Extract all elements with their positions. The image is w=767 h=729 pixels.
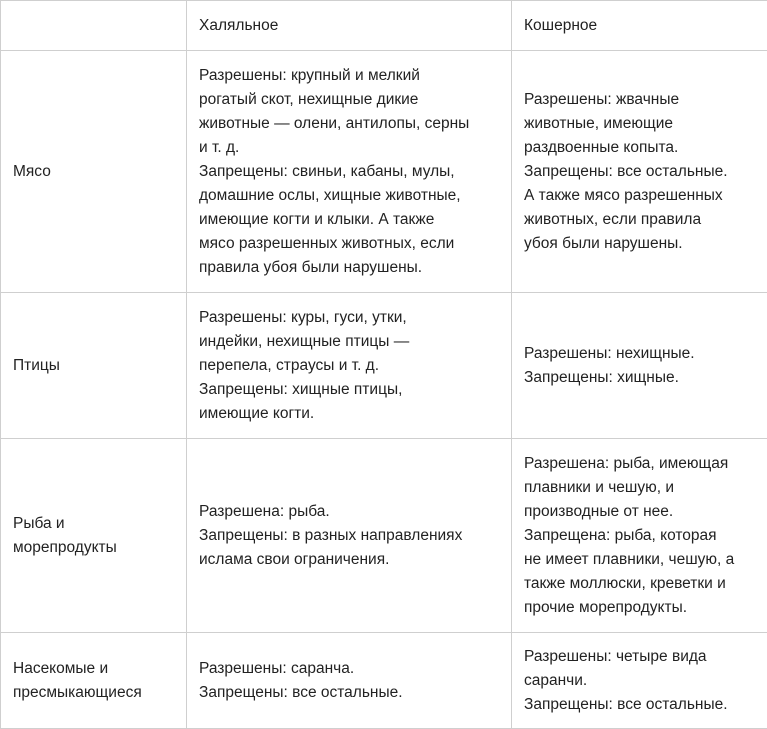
category-line: Мясо xyxy=(13,160,174,184)
text-line: А также мясо разрешенных xyxy=(524,184,755,208)
text-line: плавники и чешую, и xyxy=(524,476,755,500)
text-line: Разрешены: четыре вида xyxy=(524,645,755,669)
category-cell-meat xyxy=(1,51,187,293)
text-line: имеющие когти и клыки. А также xyxy=(199,208,499,232)
text-line: саранчи. xyxy=(524,669,755,693)
halal-cell-birds xyxy=(187,293,512,439)
text-line: Разрешена: рыба, имеющая xyxy=(524,452,755,476)
halal-cell-insects xyxy=(187,633,512,729)
text-line: Разрешена: рыба. xyxy=(199,500,499,524)
text-line: прочие морепродукты. xyxy=(524,596,755,620)
kosher-cell-birds xyxy=(512,293,767,439)
text-line: не имеет плавники, чешую, а xyxy=(524,548,755,572)
text-line: Запрещены: все остальные. xyxy=(524,160,755,184)
table-row-meat xyxy=(1,51,767,293)
text-line: Разрешены: саранча. xyxy=(199,657,499,681)
text-line: Разрешены: куры, гуси, утки, xyxy=(199,306,499,330)
table-row-birds xyxy=(1,293,767,439)
text-line: Запрещены: хищные птицы, xyxy=(199,378,499,402)
table-row-insects xyxy=(1,633,767,729)
text-line: Запрещены: свиньи, кабаны, мулы, xyxy=(199,160,499,184)
text-line: домашние ослы, хищные животные, xyxy=(199,184,499,208)
text-line: животные, имеющие xyxy=(524,112,755,136)
text-line: Запрещены: в разных направлениях xyxy=(199,524,499,548)
text-line: Разрешены: жвачные xyxy=(524,88,755,112)
text-line: индейки, нехищные птицы — xyxy=(199,330,499,354)
kosher-cell-meat xyxy=(512,51,767,293)
text-line: животные — олени, антилопы, серны xyxy=(199,112,499,136)
text-line: Запрещены: все остальные. xyxy=(199,681,499,705)
header-cell-empty xyxy=(1,1,187,51)
kosher-cell-insects xyxy=(512,633,767,729)
text-line: Запрещены: хищные. xyxy=(524,366,755,390)
text-line: убоя были нарушены. xyxy=(524,232,755,256)
category-line: морепродукты xyxy=(13,536,174,560)
header-cell-kosher: Кошерное xyxy=(512,1,767,51)
kosher-cell-fish xyxy=(512,439,767,633)
category-line: Птицы xyxy=(13,354,174,378)
category-line: Рыба и xyxy=(13,512,174,536)
text-line: Запрещена: рыба, которая xyxy=(524,524,755,548)
table-row-fish xyxy=(1,439,767,633)
text-line: раздвоенные копыта. xyxy=(524,136,755,160)
text-line: ислама свои ограничения. xyxy=(199,548,499,572)
category-cell-birds xyxy=(1,293,187,439)
text-line: Разрешены: крупный и мелкий xyxy=(199,64,499,88)
text-line: имеющие когти. xyxy=(199,402,499,426)
halal-cell-meat xyxy=(187,51,512,293)
text-line: перепела, страусы и т. д. xyxy=(199,354,499,378)
header-cell-halal: Халяльное xyxy=(187,1,512,51)
text-line: и т. д. xyxy=(199,136,499,160)
category-line: Насекомые и xyxy=(13,657,174,681)
text-line: рогатый скот, нехищные дикие xyxy=(199,88,499,112)
category-cell-fish xyxy=(1,439,187,633)
text-line: также моллюски, креветки и xyxy=(524,572,755,596)
category-line: пресмыкающиеся xyxy=(13,681,174,705)
text-line: правила убоя были нарушены. xyxy=(199,256,499,280)
halal-cell-fish xyxy=(187,439,512,633)
text-line: мясо разрешенных животных, если xyxy=(199,232,499,256)
table-header-row xyxy=(1,1,767,51)
text-line: производные от нее. xyxy=(524,500,755,524)
text-line: животных, если правила xyxy=(524,208,755,232)
text-line: Разрешены: нехищные. xyxy=(524,342,755,366)
category-cell-insects xyxy=(1,633,187,729)
text-line: Запрещены: все остальные. xyxy=(524,693,755,717)
